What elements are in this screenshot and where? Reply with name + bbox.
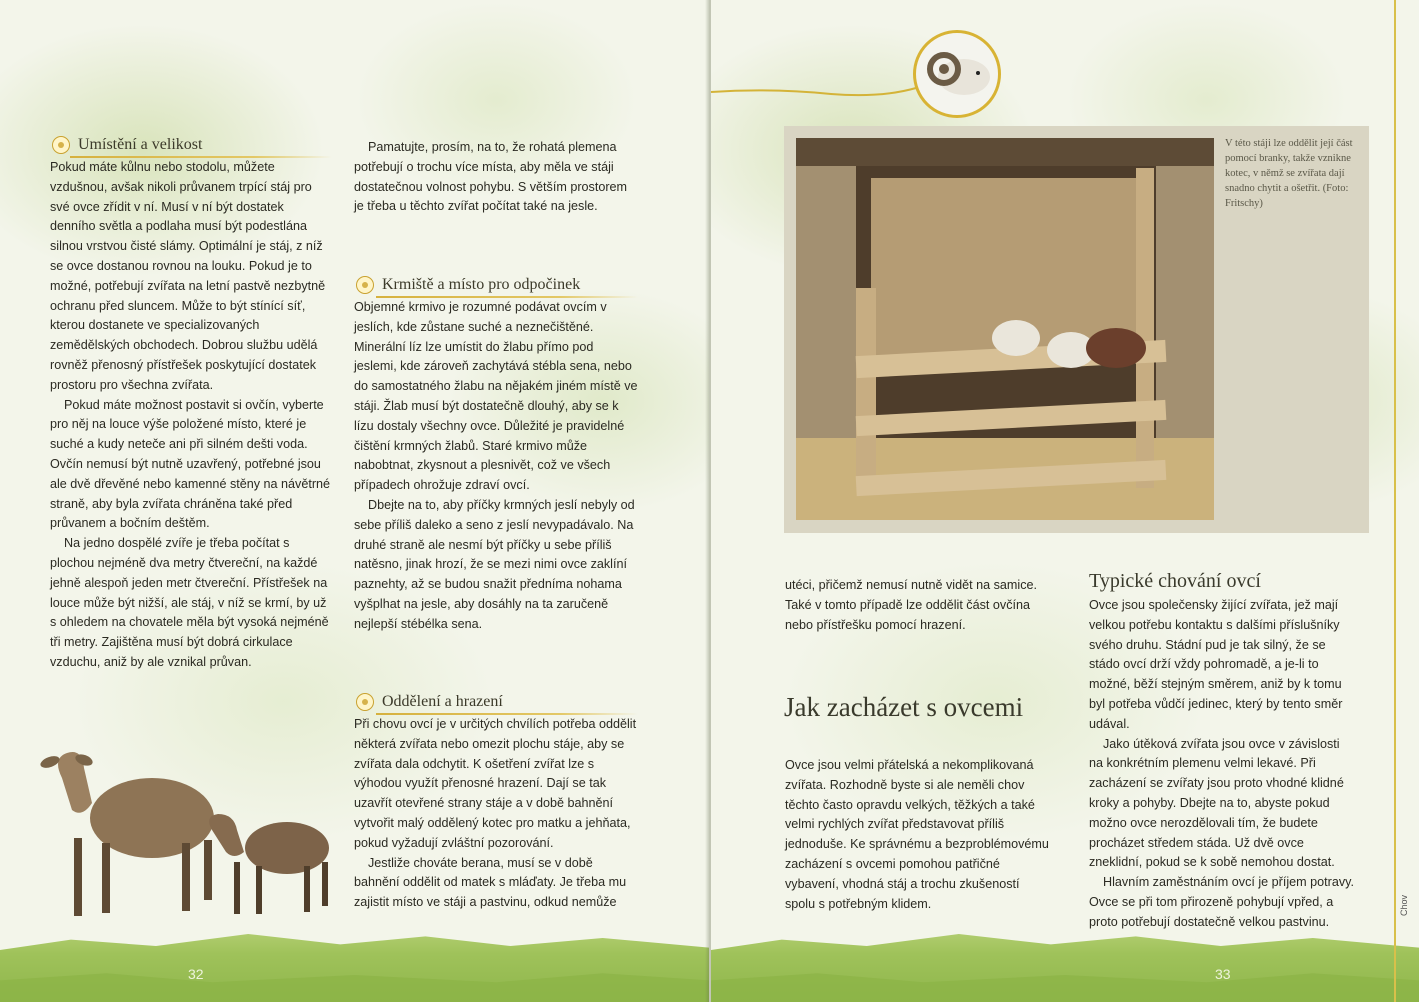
lamb-leg: [256, 866, 262, 914]
ram-icon: [916, 33, 998, 115]
paragraph: Pokud máte kůlnu nebo stodolu, můžete vzdušnou, avšak nikoli průvanem trpící stáj pro své ovce zřídit v ní. Musí v ní být dostatek denního světla a podlaha musí být podestlána silnou vrstvou čisté slámy. Optimální je stáj, z níž se ovce dostanou rovnou na louku. Pokud je to možné, potřebují zvířata na letní pastvě nezbytně ochranu před sluncem. Může to být stínící síť, kterou dostanete ve specializovaných zemědělských obchodech. Dobrou službu udělá rovněž přenosný přístřešek poskytující dostatek prostoru pro všechna zvířata.: [50, 160, 326, 392]
text-column-2-top: [354, 138, 638, 217]
paragraph: Ovce jsou velmi přátelská a nekomplikovaná zvířata. Rozhodně byste si ale neměli chov těchto často opravdu velkých, těžkých a také velmi rychlých zvířat představovat příliš jednoduše. Ke správnému a bezproblémovému zacházení s ovcemi pomohou patřičné vybavení, vhodná stáj a trochu zkušeností spolu s potřebným klidem.: [785, 758, 1049, 911]
paragraph: Ovce jsou společensky žijící zvířata, jež mají velkou potřebu kontaktu s dalšími příslušníky svého druhu. Stádní pud je tak silný, že se stádo ovcí drží vždy pohromadě, a je-li to možné, běží stejným směrem, aniž by k tomu byl potřeba vůdčí jedinec, který by tento směr udával.: [1089, 598, 1343, 731]
decor-line: [711, 80, 926, 100]
paragraph: Pokud máte možnost postavit si ovčín, vyberte pro něj na louce výše položené místo, které je suché a kudy neteče ani při silném dešti voda. Ovčín nemusí být nutně uzavřený, potřebné jsou ale dvě dřevěné nebo kamenné stěny na návětrné straně, aby byla zvířata chráněna také před průvanem a bočním deštěm.: [50, 397, 331, 531]
lamb-leg: [304, 866, 310, 912]
sheep-leg: [182, 843, 190, 911]
paragraph: Při chovu ovcí je v určitých chvílích potřeba oddělit některá zvířata nebo omezit plochu stáje, aby se zvířata dala odchytit. K ošetření zvířat lze s výhodou využít přenosné hrazení. Dají se tak uzavřít otevřené strany stáje a v době bahnění vytvořit malý oddělený kotec pro matku a jehňata, pokud vyžadují zvláštní pozorování.: [354, 717, 637, 850]
heading-krmiste: Krmiště a místo pro odpočinek: [356, 276, 580, 294]
paragraph: Na jedno dospělé zvíře je třeba počítat s plochou nejméně dva metry čtvereční, na každé jehně alespoň jeden metr čtvereční. Přístřešek na louce může být nižší, ale stáj, v níž se krmí, by už s ohledem na chovatele měla být vysoká nejméně tři metry. Zajištěna musí být dobrá cirkulace vzduchu, aniž by ale vznikal průvan.: [50, 536, 329, 669]
side-rule: [1394, 0, 1396, 1002]
paragraph: Objemné krmivo je rozumné podávat ovcím v jeslích, kde zůstane suché a neznečištěné. Minerální líz lze umístit do žlabu přímo pod jeslemi, kde zároveň zachytává stébla sena, nebo do samostatného žlabu na nějakém jiném místě ve stáji. Žlab musí být dostatečně dlouhý, aby se k lízu dostaly všechny ovce. Důležité je pravidelné čištění krmných žlabů. Staré krmivo může nabobtnat, zkysnout a plesnivět, což ve všech případech ohrožuje zdraví ovcí.: [354, 300, 638, 493]
flower-icon: [356, 693, 374, 711]
flower-icon: [52, 136, 70, 154]
paragraph: Pamatujte, prosím, na to, že rohatá plemena potřebují o trochu více místa, aby měla ve stáji dostatečnou volnost pohybu. S větším prostorem je třeba u těchto zvířat počítat také na jesle.: [354, 140, 628, 214]
text-column-2-bottom: [354, 715, 638, 913]
behaviour-text: [1089, 596, 1355, 933]
text-column-1: [50, 158, 332, 673]
right-page: [711, 0, 1419, 1002]
sheep-leg: [102, 843, 110, 913]
page-number: 33: [1215, 966, 1231, 982]
sheep-ear: [39, 754, 61, 770]
flower-icon: [356, 276, 374, 294]
main-title: Jak zacházet s ovcemi: [784, 692, 1024, 722]
paragraph: Jestliže chováte berana, musí se v době bahnění oddělit od matek s mláďaty. Je třeba mu zajistit místo ve stáji a pastvinu, odkud nemůže: [354, 855, 627, 910]
text-column-2-middle: [354, 298, 638, 635]
photo-caption: V této stáji lze oddělit její část pomocí branky, takže vznikne kotec, v němž se zvířata dají snadno chytit a ošetřit. (Foto: Fritschy): [1225, 138, 1353, 209]
paragraph: Hlavním zaměstnáním ovcí je příjem potravy. Ovce se při tom přirozeně pohybují vpřed, a proto potřebují dostatečně velkou pastvinu.: [1089, 875, 1355, 929]
ram-medallion: [913, 30, 1001, 118]
lamb-head: [209, 814, 244, 856]
page-number: 32: [188, 966, 204, 982]
stable-illustration: [796, 138, 1214, 520]
section-title: Typické chování ovcí: [1089, 570, 1261, 592]
chapter-label: Chov: [1399, 895, 1409, 917]
continued-text: [785, 576, 1051, 635]
paragraph: Jako útěková zvířata jsou ovce v závislosti na konkrétním plemenu velmi lekavé. Při zacházení se zvířaty jsou proto vhodné klidné kroky a pohyby. Dbejte na to, abyste pokud možno ovce nerozdělovali tím, že budete procházet středem stáda. Už dvě ovce zneklidní, pokud se k sobě nemohou dostat.: [1089, 736, 1344, 870]
left-page: [0, 0, 709, 1002]
stable-photo: [796, 138, 1214, 520]
photo-frame: [784, 126, 1369, 533]
sheep-leg: [204, 840, 212, 900]
lamb-leg: [322, 862, 328, 906]
lamb-leg: [234, 862, 240, 914]
sheep-illustration: [22, 748, 342, 923]
paragraph: Dbejte na to, aby příčky krmných jeslí nebyly od sebe příliš daleko a seno z jeslí nevypadávalo. Na druhé straně ale nesmí být příčky u sebe příliš natěsno, jinak hrozí, že se mezi nimi ovce zaklíní paznehty, až se budou snažit předníma nohama vyšplhat na jesle, aby dosáhly na ta zaručeně nejlepší stébélka sena.: [354, 497, 635, 631]
heading-umisteni: Umístění a velikost: [52, 136, 202, 154]
sheep-leg: [74, 838, 82, 916]
paragraph: utéci, přičemž nemusí nutně vidět na samice. Také v tomto případě lze oddělit část ovčína nebo přístřešku pomocí hrazení.: [785, 578, 1037, 632]
heading-oddeleni: Oddělení a hrazení: [356, 693, 503, 711]
intro-text: [785, 756, 1051, 914]
